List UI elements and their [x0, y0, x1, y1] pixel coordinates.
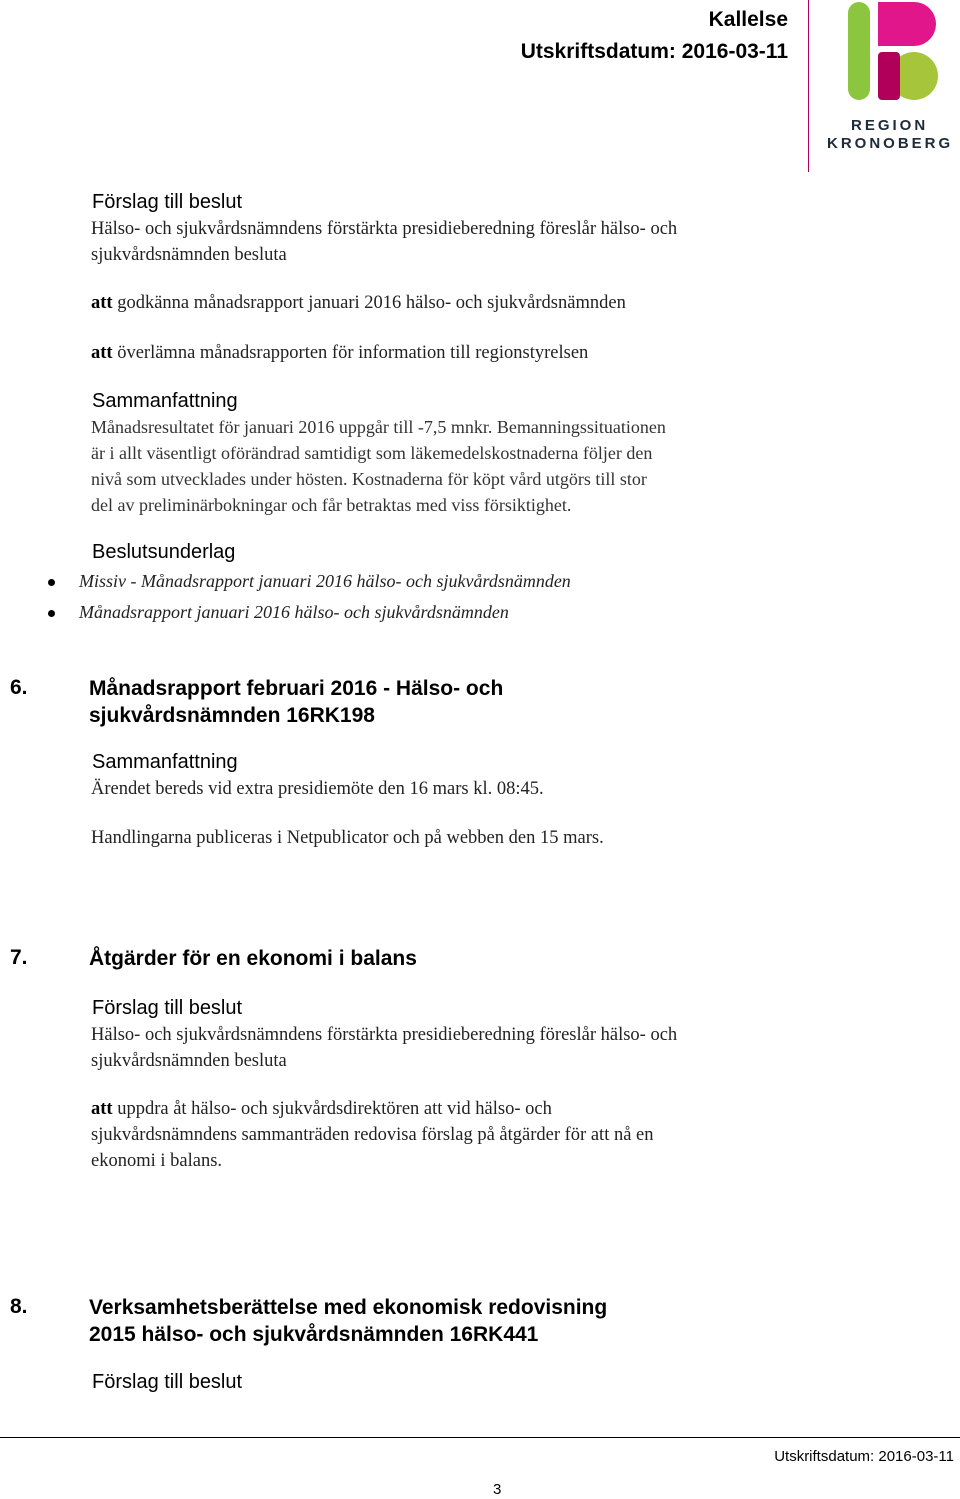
region-kronoberg-logo-icon [838, 0, 948, 104]
bullet-icon [48, 579, 55, 586]
section-title: Åtgärder för en ekonomi i balans [89, 947, 417, 970]
summary-text-line1: Ärendet bereds vid extra presidiemöte den 16 mars kl. 08:45. [91, 779, 544, 799]
decision-item-2 [91, 340, 588, 366]
decision-text: överlämna månadsrapporten för information till regionstyrelsen [112, 343, 589, 363]
forslag-text-line2: sjukvårdsnämnden besluta [91, 245, 287, 265]
section-title-line1: Månadsrapport februari 2016 - Hälso- och [89, 677, 504, 700]
document-type-title: Kallelse [708, 8, 788, 31]
header-print-date: Utskriftsdatum: 2016-03-11 [520, 40, 788, 63]
attachment-link-report[interactable]: Månadsrapport januari 2016 hälso- och sjukvårdsnämnden [79, 602, 509, 622]
logo-text-kronoberg: KRONOBERG [827, 135, 954, 152]
forslag-text-line1: Hälso- och sjukvårdsnämndens förstärkta presidieberedning föreslår hälso- och [91, 219, 678, 239]
att-keyword: att [91, 293, 113, 313]
att-keyword: att [91, 1099, 113, 1119]
summary-line-4: del av preliminärbokningar och får betraktas med viss försiktighet. [91, 495, 572, 515]
bullet-icon [48, 610, 55, 617]
summary-line-1: Månadsresultatet för januari 2016 uppgår till -7,5 mnkr. Bemanningssituationen [91, 417, 666, 437]
summary-line-2: är i allt väsentligt oförändrad samtidigt som läkemedelskostnaderna följer den [91, 443, 653, 463]
footer-print-date: Utskriftsdatum: 2016-03-11 [774, 1448, 954, 1465]
section-title-line2: sjukvårdsnämnden 16RK198 [89, 704, 375, 727]
footer-divider [0, 1437, 960, 1438]
forslag-heading: Förslag till beslut [92, 997, 243, 1019]
decision-text: godkänna månadsrapport januari 2016 hälso- och sjukvårdsnämnden [112, 293, 626, 313]
section-number: 8. [10, 1295, 28, 1318]
logo-pink-shape [878, 2, 936, 46]
decision-item-line2: sjukvårdsnämndens sammanträden redovisa förslag på åtgärder för att nå en [91, 1125, 654, 1145]
basis-heading: Beslutsunderlag [92, 541, 236, 563]
section-title-line2: 2015 hälso- och sjukvårdsnämnden 16RK441 [89, 1323, 539, 1346]
logo-dark-pink-block [878, 52, 900, 100]
forslag-text-line2: sjukvårdsnämnden besluta [91, 1051, 287, 1071]
header-divider [808, 0, 809, 172]
summary-line-3: nivå som utvecklades under hösten. Kostnaderna för köpt vård utgörs till stor [91, 469, 647, 489]
decision-item-line3: ekonomi i balans. [91, 1151, 223, 1171]
attachment-link-missiv[interactable]: Missiv - Månadsrapport januari 2016 hälso- och sjukvårdsnämnden [79, 571, 571, 591]
decision-item-line1 [91, 1096, 552, 1122]
decision-text: uppdra åt hälso- och sjukvårdsdirektören att vid hälso- och [112, 1099, 552, 1119]
section-title-line1: Verksamhetsberättelse med ekonomisk redovisning [89, 1296, 608, 1319]
section-number: 6. [10, 676, 28, 699]
summary-text-line2: Handlingarna publiceras i Netpublicator och på webben den 15 mars. [91, 828, 604, 848]
section-number: 7. [10, 946, 28, 969]
forslag-text-line1: Hälso- och sjukvårdsnämndens förstärkta presidieberedning föreslår hälso- och [91, 1025, 678, 1045]
page-number: 3 [493, 1481, 502, 1498]
summary-heading: Sammanfattning [92, 751, 238, 773]
decision-item-1 [91, 290, 626, 316]
summary-heading: Sammanfattning [92, 390, 238, 412]
forslag-heading: Förslag till beslut [92, 191, 243, 213]
logo-text-region: REGION [851, 117, 929, 134]
forslag-heading: Förslag till beslut [92, 1371, 243, 1393]
logo-green-bar [848, 2, 870, 100]
att-keyword: att [91, 343, 113, 363]
